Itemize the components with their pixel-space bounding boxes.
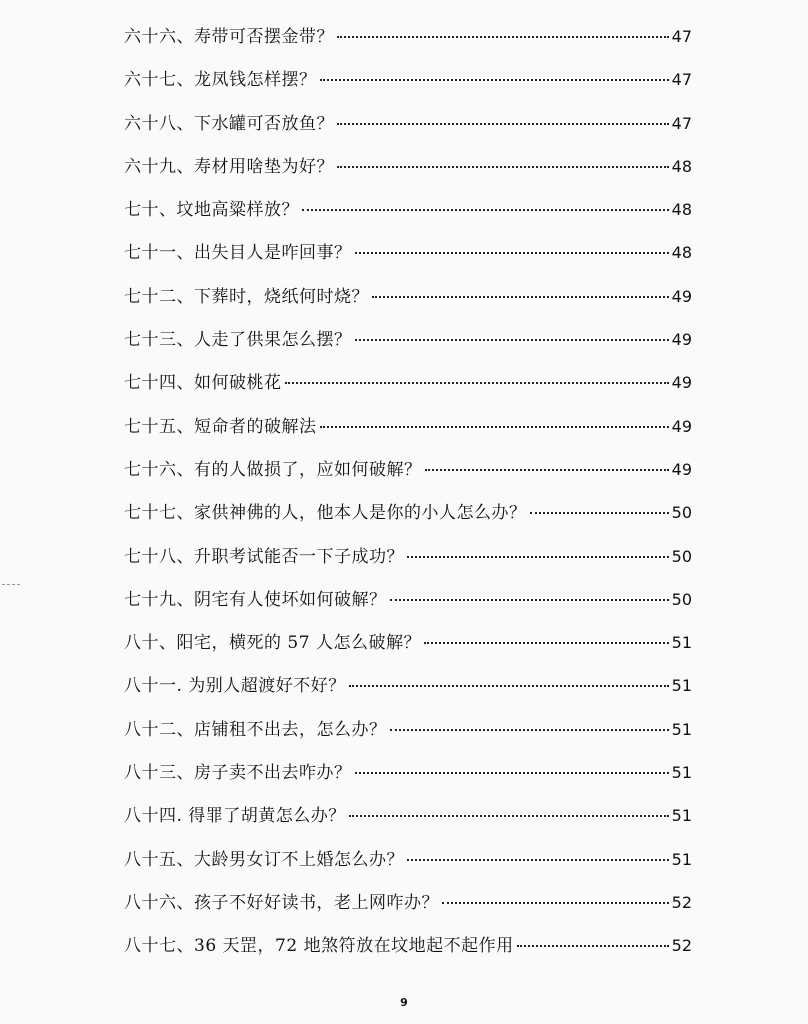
toc-entry-title: 八十六、孩子不好好读书，老上网咋办？ — [124, 892, 439, 913]
toc-entry[interactable] — [124, 542, 692, 585]
toc-leader-dots — [355, 772, 669, 774]
toc-entry-title: 六十九、寿材用啥垫为好？ — [124, 156, 334, 177]
toc-entry-title: 八十一. 为别人超渡好不好？ — [124, 676, 346, 697]
toc-entry-title: 七十三、人走了供果怎么摆？ — [124, 330, 352, 351]
toc-leader-dots — [407, 556, 669, 558]
toc-leader-dots — [355, 252, 669, 254]
toc-entry[interactable] — [124, 931, 692, 974]
toc-entry-page: 49 — [671, 330, 692, 350]
toc-entry-page: 47 — [671, 113, 692, 133]
toc-entry-page: 47 — [671, 70, 692, 90]
toc-entry-title: 八十二、店铺租不出去，怎么办？ — [124, 719, 387, 740]
toc-entry[interactable] — [124, 238, 692, 281]
toc-entry-page: 51 — [671, 676, 692, 696]
toc-leader-dots — [302, 209, 669, 211]
toc-entry[interactable] — [124, 282, 692, 325]
toc-entry-title: 七十五、短命者的破解法 — [124, 416, 317, 437]
toc-entry-page: 51 — [671, 849, 692, 869]
toc-entry[interactable] — [124, 109, 692, 152]
toc-entry[interactable] — [124, 412, 692, 455]
toc-entry-page: 51 — [671, 719, 692, 739]
toc-entry-title: 八十、阳宅，横死的 57 人怎么破解？ — [124, 633, 421, 654]
toc-entry-title: 七十、坟地高粱样放？ — [124, 200, 299, 221]
toc-entry-page: 52 — [671, 936, 692, 956]
toc-entry[interactable] — [124, 325, 692, 368]
toc-entry-page: 50 — [671, 589, 692, 609]
toc-leader-dots — [425, 469, 669, 471]
toc-entry-title: 七十七、家供神佛的人，他本人是你的小人怎么办？ — [124, 503, 527, 524]
toc-leader-dots — [424, 642, 669, 644]
toc-entry[interactable] — [124, 888, 692, 931]
toc-leader-dots — [285, 382, 669, 384]
toc-entry-title: 七十六、有的人做损了，应如何破解？ — [124, 459, 422, 480]
toc-entry-title: 八十五、大龄男女订不上婚怎么办？ — [124, 849, 404, 870]
toc-leader-dots — [349, 815, 669, 817]
toc-entry-page: 49 — [671, 416, 692, 436]
toc-entry[interactable] — [124, 498, 692, 541]
toc-entry[interactable] — [124, 455, 692, 498]
toc-leader-dots — [349, 685, 669, 687]
toc-entry-page: 49 — [671, 373, 692, 393]
page-number: 9 — [400, 996, 408, 1009]
toc-entry-page: 48 — [671, 156, 692, 176]
toc-entry-page: 51 — [671, 633, 692, 653]
toc-leader-dots — [390, 729, 669, 731]
toc-entry-title: 八十三、房子卖不出去咋办？ — [124, 763, 352, 784]
toc-entry-page: 50 — [671, 546, 692, 566]
toc-entry-title: 七十四、如何破桃花 — [124, 373, 282, 394]
toc-leader-dots — [517, 945, 669, 947]
toc-entry-page: 49 — [671, 459, 692, 479]
toc-entry-title: 七十二、下葬时，烧纸何时烧？ — [124, 286, 369, 307]
toc-entry-title: 六十七、龙凤钱怎样摆？ — [124, 70, 317, 91]
toc-entry[interactable] — [124, 845, 692, 888]
toc-entry[interactable] — [124, 65, 692, 108]
toc-entry[interactable] — [124, 22, 692, 65]
toc-entry-title: 六十八、下水罐可否放鱼？ — [124, 113, 334, 134]
toc-leader-dots — [407, 859, 669, 861]
toc-entry[interactable] — [124, 715, 692, 758]
toc-entry[interactable] — [124, 671, 692, 714]
toc-leader-dots — [355, 339, 669, 341]
toc-entry[interactable] — [124, 195, 692, 238]
toc-entry-page: 51 — [671, 763, 692, 783]
toc-entry-title: 七十八、升职考试能否一下子成功？ — [124, 546, 404, 567]
toc-entry[interactable] — [124, 368, 692, 411]
toc-entry-page: 47 — [671, 27, 692, 46]
toc-leader-dots — [372, 296, 669, 298]
toc-entry-title: 六十六、寿带可否摆金带？ — [124, 27, 334, 47]
toc-entry[interactable] — [124, 801, 692, 844]
toc-entry-title: 八十七、36 天罡，72 地煞符放在坟地起不起作用 — [124, 936, 514, 957]
toc-entry-title: 七十九、阴宅有人使坏如何破解？ — [124, 589, 387, 610]
toc-leader-dots — [337, 166, 669, 168]
toc-leader-dots — [337, 123, 669, 125]
toc-entry-page: 50 — [671, 503, 692, 523]
toc-leader-dots — [337, 36, 669, 38]
toc-entry[interactable] — [124, 758, 692, 801]
toc-leader-dots — [320, 79, 669, 81]
toc-entry-page: 49 — [671, 286, 692, 306]
toc-leader-dots — [390, 599, 669, 601]
toc-entry-page: 48 — [671, 243, 692, 263]
toc-leader-dots — [320, 426, 669, 428]
toc-entry-title: 八十四. 得罪了胡黄怎么办？ — [124, 806, 346, 827]
toc-entry[interactable] — [124, 152, 692, 195]
toc-leader-dots — [442, 902, 669, 904]
toc-entry[interactable] — [124, 628, 692, 671]
toc-entry[interactable] — [124, 585, 692, 628]
toc-entry-page: 51 — [671, 806, 692, 826]
toc-leader-dots — [530, 512, 669, 514]
toc-entry-page: 52 — [671, 892, 692, 912]
table-of-contents — [124, 22, 692, 975]
toc-entry-title: 七十一、出失目人是咋回事？ — [124, 243, 352, 264]
margin-mark — [2, 584, 20, 585]
toc-entry-page: 48 — [671, 200, 692, 220]
